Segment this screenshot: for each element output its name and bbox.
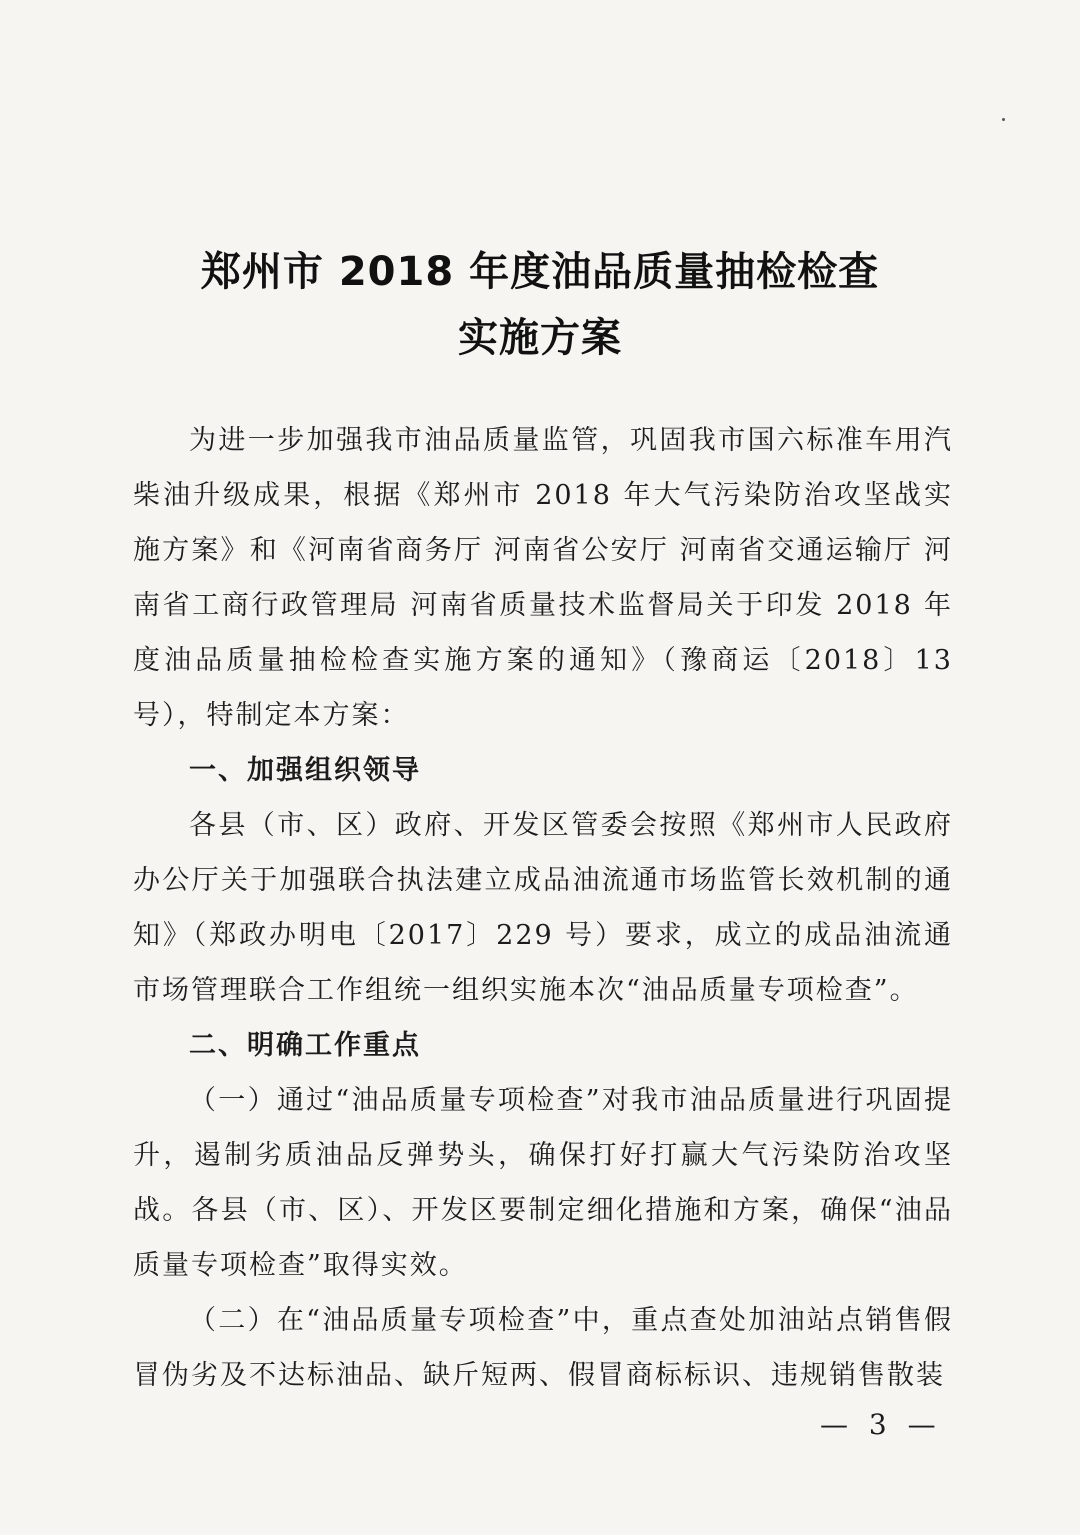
section2-heading: 二、明确工作重点 — [189, 1030, 421, 1061]
page-number: — 3 — — [820, 1408, 942, 1441]
document-body — [133, 413, 953, 1403]
section1-heading: 一、加强组织领导 — [189, 755, 421, 786]
intro-paragraph: 为进一步加强我市油品质量监管，巩固我市国六标准车用汽柴油升级成果，根据《郑州市 2018 年大气污染防治攻坚战实施方案》和《河南省商务厅 河南省公安厅 河南省交通运输厅 河南省工商行政管理局 河南省质量技术监督局关于印发 2018 年度油品质量抽检检查实施方案的通知》（豫商运〔2018〕13 号），特制定本方案： — [133, 425, 953, 731]
section2-item2-paragraph: （二）在“油品质量专项检查”中，重点查处加油站点销售假冒伪劣及不达标油品、缺斤短两、假冒商标标识、违规销售散装 — [133, 1305, 953, 1391]
section2-item1-paragraph: （一）通过“油品质量专项检查”对我市油品质量进行巩固提升，遏制劣质油品反弹势头，确保打好打赢大气污染防治攻坚战。各县（市、区）、开发区要制定细化措施和方案，确保“油品质量专项检查”取得实效。 — [133, 1085, 953, 1281]
paper-speck — [1002, 118, 1005, 121]
document-title-line1: 郑州市 2018 年度油品质量抽检检查 — [200, 249, 880, 295]
document-title-line2: 实施方案 — [458, 315, 622, 361]
section1-paragraph: 各县（市、区）政府、开发区管委会按照《郑州市人民政府办公厅关于加强联合执法建立成品油流通市场监管长效机制的通知》（郑政办明电〔2017〕229 号）要求，成立的成品油流通市场管理联合工作组统一组织实施本次“油品质量专项检查”。 — [133, 810, 953, 1006]
